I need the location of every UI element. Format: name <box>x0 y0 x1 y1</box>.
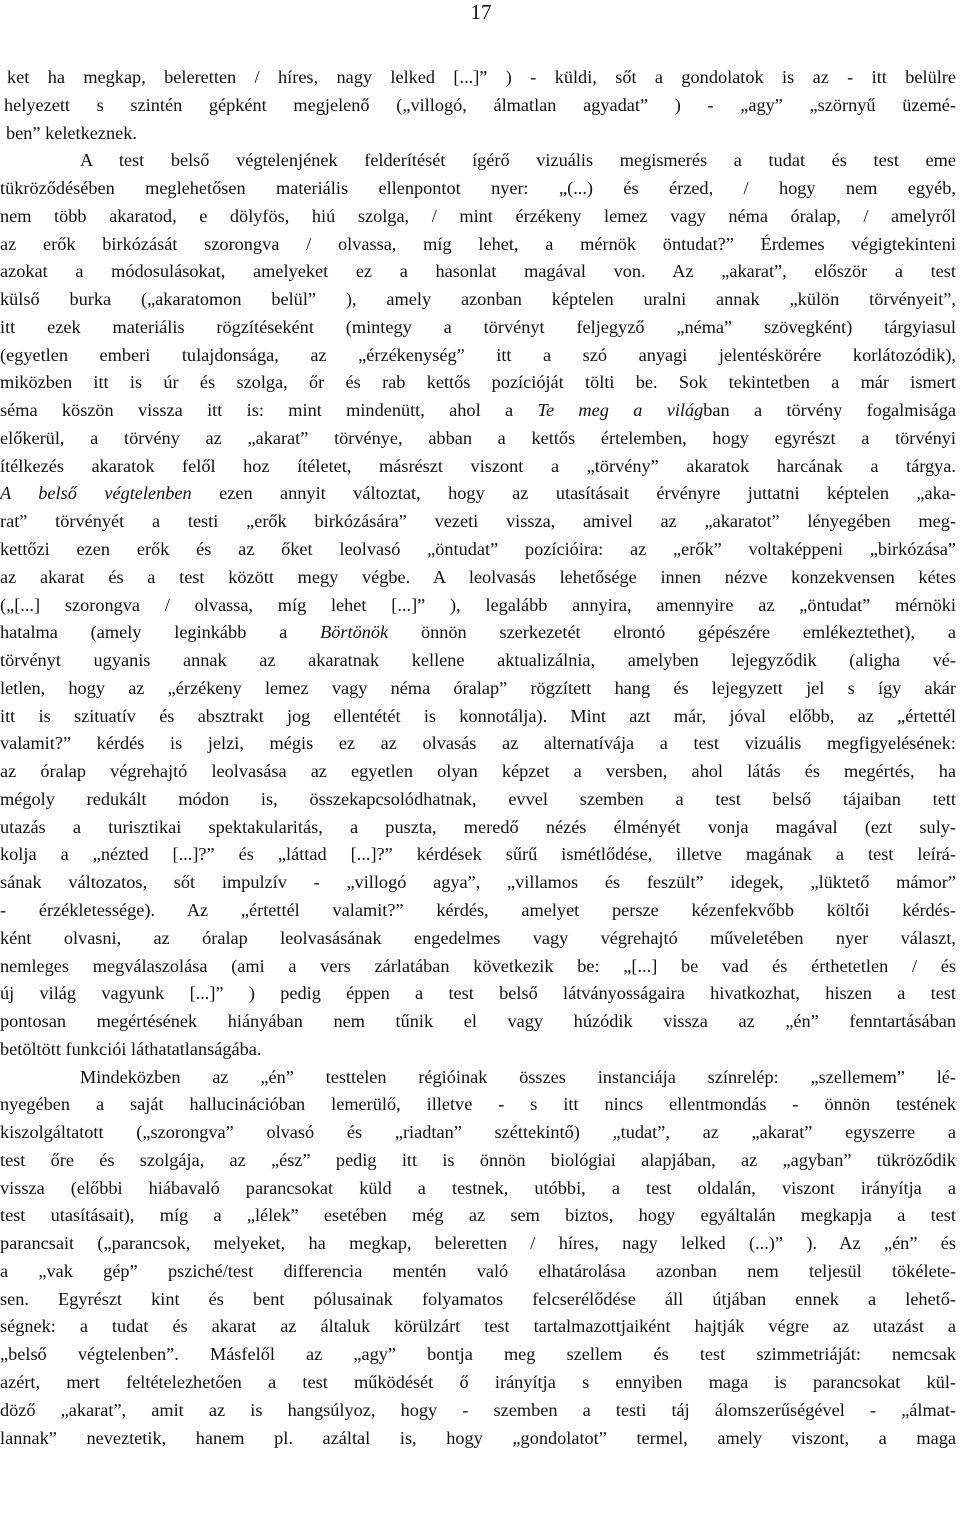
text-line: hatalma (amely leginkább a Börtönök önnön szerkezetét elrontó gépészére emlékeztethet), a <box>0 622 956 643</box>
text-line: („[...] szorongva / olvassa, míg lehet [...]” ), legalább annyira, amennyire az „öntudat” mérnöki <box>0 594 956 615</box>
text-line: sen. Egyrészt kint és bent pólusainak folyamatos felcserélődése áll útjában ennek a lehető- <box>0 1288 956 1309</box>
italic-title: Börtönök <box>320 622 389 643</box>
text-line: itt ezek materiális rögzítéseként (mintegy a törvényt feljegyző „néma” szövegként) tárgyiasul <box>0 316 956 337</box>
text-line: helyezett s szintén gépként megjelenő („villogó, álmatlan agyadat” ) - „agy” „szörnyű üzemé- <box>4 94 956 115</box>
text-line: előkerül, a törvény az „akarat” törvénye, abban a kettős értelemben, hogy egyrészt a törvényi <box>0 427 956 448</box>
body-text <box>0 64 956 1452</box>
text-line: letlen, hogy az „érzékeny lemez vagy néma óralap” rögzített hang és lejegyzett jel s így akár <box>0 677 956 698</box>
italic-title: Te meg a világ <box>537 400 704 421</box>
text-line: miközben itt is úr és szolga, őr és rab kettős pozícióját tölti be. Sok tekintetben a már ismert <box>0 372 956 393</box>
text-line: lannak” neveztetik, hanem pl. azáltal is, hogy „gondolatot” termel, amely viszont, a maga <box>0 1427 956 1448</box>
italic-title: A belső végtelenben <box>0 483 192 504</box>
text-line: test őre és szolgája, az „ész” pedig itt is önnön biológiai alapjában, az „agyban” tükröződik <box>0 1149 956 1170</box>
text-line: ket ha megkap, beleretten / híres, nagy lelked [...]” ) - küldi, sőt a gondolatok is az - itt belülre <box>7 67 956 87</box>
text-line: az akarat és a test között megy végbe. A leolvasás lehetősége innen nézve konzekvensen kétes <box>0 566 956 587</box>
text-line: utazás a turisztikai spektakularitás, a puszta, meredő nézés élményét vonja magával (ezt suly- <box>0 816 956 837</box>
text-line: az óralap végrehajtó leolvasása az egyetlen olyan képzet a versben, ahol látás és megértés, ha <box>0 761 956 782</box>
text-line: nemleges megválaszolása (ami a vers zárlatában következik be: „[...] be vad és érthetetlen / és <box>0 955 956 976</box>
text-line: ben” keletkeznek. <box>6 122 137 143</box>
text-line: valamit?” kérdés is jelzi, mégis ez az olvasás az alternatívája a test vizuális megfigyelésének: <box>0 733 956 754</box>
text-line: Mindeközben az „én” testtelen régióinak összes instanciája színrelép: „szellemem” lé- <box>80 1066 956 1087</box>
page-number: 17 <box>470 0 492 24</box>
text-line: séma köszön vissza itt is: mint mindenütt, ahol a Te meg a világban a törvény fogalmisága <box>0 400 956 421</box>
text-line: az erők birkózását szorongva / olvassa, míg lehet, a mérnök öntudat?” Érdemes végigtekinteni <box>0 233 956 254</box>
text-line: rat” törvényét a testi „erők birkózására” vezeti vissza, amivel az „akaratot” lényegében meg- <box>0 511 956 532</box>
text-line: (egyetlen emberi tulajdonsága, az „érzékenység” itt a szó anyagi jelentéskörére korlátozódik), <box>0 344 956 365</box>
text-line: - érzékletessége). Az „értettél valamit?” kérdés, amelyet persze kézenfekvőbb költői kérdés- <box>0 899 956 920</box>
text-line: új világ vagyunk [...]” ) pedig éppen a test belső látványosságaira hivatkozhat, hiszen a test <box>0 983 956 1004</box>
text-line: kiszolgáltatott („szorongva” olvasó és „riadtan” széttekintő) „tudat”, az „akarat” egyszerre a <box>0 1122 956 1143</box>
text-line: „belső végtelenben”. Másfelől az „agy” bontja meg szellem és test szimmetriáját: nemcsak <box>0 1344 956 1365</box>
text-line: vissza (előbbi hiábavaló parancsokat küld a testnek, utóbbi, a test oldalán, viszont irányítja a <box>0 1177 956 1198</box>
text-line: sának változatos, sőt impulzív - „villogó agya”, „villamos és feszült” idegek, „lüktető mámor” <box>0 872 956 893</box>
text-line: A belső végtelenben ezen annyit változtat, hogy az utasításait érvényre juttatni képtelen „aka- <box>0 483 956 504</box>
text-line: a „vak gép” psziché/test differencia mentén való elhatárolása azonban nem teljesül tökélete- <box>0 1260 956 1281</box>
text-line: parancsait („parancsok, melyeket, ha megkap, beleretten / híres, nagy lelked (...)” ). Az „én” és <box>0 1233 956 1254</box>
text-line: pontosan megértésének hiányában nem tűnik el vagy húzódik vissza az „én” fenntartásában <box>0 1011 956 1032</box>
text-line: mégoly redukált módon is, összekapcsolódhatnak, evvel szemben a test belső tájaiban tett <box>0 788 956 809</box>
text-line: kettőzi ezen erők és az őket leolvasó „öntudat” pozícióira: az „erők” voltaképpeni „birkózása” <box>0 539 956 560</box>
text-line: azért, mert feltételezhetően a test működését ő irányítja s ennyiben maga is parancsokat kül- <box>0 1371 956 1392</box>
text-line: kolja a „nézted [...]?” és „láttad [...]?” kérdések sűrű ismétlődése, illetve magának a test leírá- <box>0 844 956 865</box>
text-line: azokat a módosulásokat, amelyeket ez a hasonlat magával von. Az „akarat”, először a test <box>0 261 956 282</box>
text-line: ségnek: a tudat és akarat az általuk körülzárt test tartalmazottjaiként hajtják végre az utazást a <box>0 1316 956 1337</box>
text-line: ként olvasni, az óralap leolvasásának engedelmes vagy végrehajtó műveletében nyer választ, <box>0 927 956 948</box>
text-line: A test belső végtelenjének felderítését ígérő vizuális megismerés a tudat és test eme <box>80 150 956 171</box>
text-line: döző „akarat”, amit az is hangsúlyoz, hogy - szemben a testi táj álomszerűségével - „álmat- <box>0 1399 956 1420</box>
text-line: itt is szituatív és absztrakt jog ellentétét is konnotálja). Mint azt már, jóval előbb, az „értettél <box>0 705 956 726</box>
text-line: test utasításait), míg a „lélek” esetében még az sem biztos, hogy egyáltalán megkapja a test <box>0 1205 956 1226</box>
text-line: nyegében a saját hallucinációban lemerülő, illetve - s itt nincs ellentmondás - önnön testének <box>0 1094 956 1115</box>
text-line: betöltött funkciói láthatatlanságába. <box>0 1038 262 1059</box>
text-line: ítélkezés akaratok felől hoz ítéletet, másrészt viszont a „törvény” akaratok harcának a tárgya. <box>0 455 956 476</box>
text-line: külső burka („akaratomon belül” ), amely azonban képtelen uralni annak „külön törvényeit”, <box>0 289 956 310</box>
text-line: nem több akaratod, e dölyfös, hiú szolga, / mint érzékeny lemez vagy néma óralap, / amelyről <box>0 205 956 226</box>
text-line: törvényt ugyanis annak az akaratnak kellene aktualizálnia, amelyben lejegyződik (aligha vé- <box>0 650 956 671</box>
text-line: tükröződésében meglehetősen materiális ellenpontot nyer: „(...) és érzed, / hogy nem egyéb, <box>0 178 956 199</box>
